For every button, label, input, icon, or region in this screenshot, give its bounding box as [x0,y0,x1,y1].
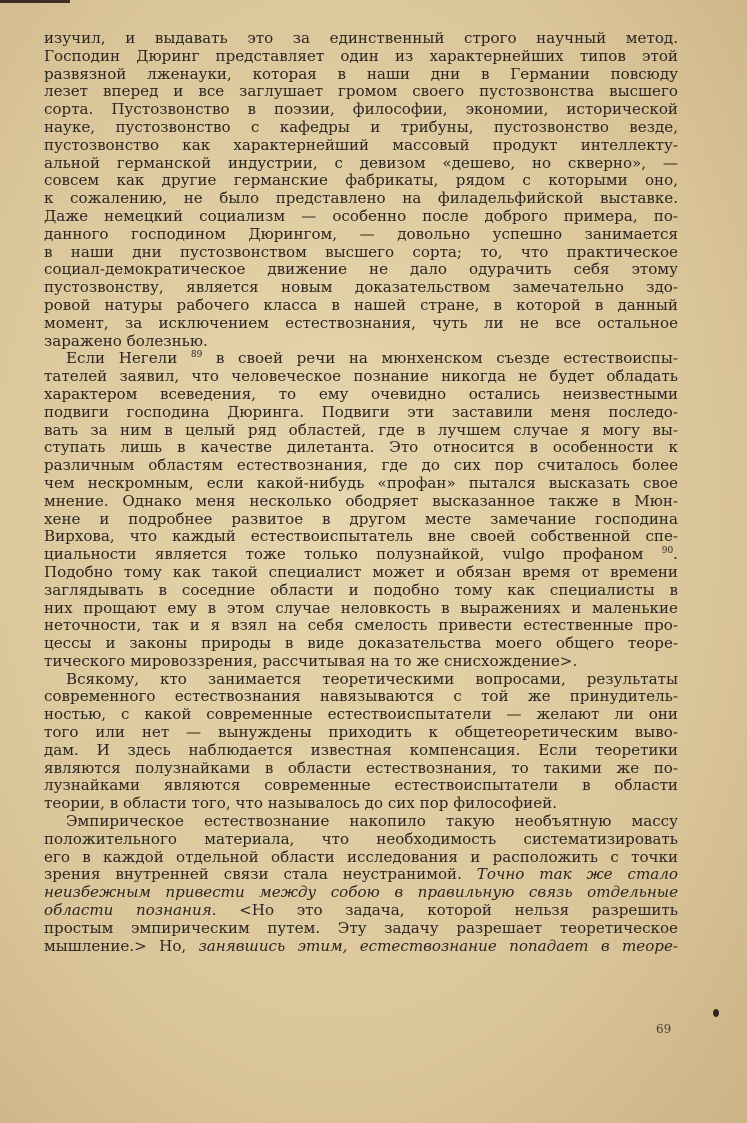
text-line: подвиги господина Дюринга. Подвиги эти заставили меня последо- [44,403,678,421]
text-line: его в каждой отдельной области исследования и расположить с точки [44,848,678,866]
text-run: мышление.> Но, [44,937,187,955]
text-line: Всякому, кто занимается теоретическими вопросами, результаты [66,670,678,688]
text-run: <Но это задача, которой нельзя разрешить [239,902,678,920]
text-line: данного господином Дюрингом, — довольно успешно занимается [44,225,678,243]
text-line: чем нескромным, если какой-нибудь «профан» пытался высказать свое [44,474,678,492]
text-line: лузнайками являются современные естествоиспытатели в области [44,777,678,795]
page-number: 69 [656,1022,672,1036]
paragraph-3 [44,671,678,813]
text-run: . [673,546,678,564]
text-line: цессы и законы природы в виде доказательства моего общего теоре- [44,635,678,653]
text-line: современного естествознания навязываются с той же принудитель- [44,688,678,706]
text-line: них прощают ему в этом случае неловкость в выражениях и маленькие [44,599,678,617]
text-line: момент, за исключением естествознания, чуть ли не все остальное [44,314,678,332]
text-line: неизбежным привести между собою в правильную связь отдельные [44,884,678,902]
text-line: хене и подробнее развитое в другом месте замечание господина [44,510,678,528]
top-rule [0,0,70,3]
text-line: науке, пустозвонство с кафедры и трибуны, пустозвонство везде, [44,118,678,136]
text-line: тического мировоззрения, рассчитывая на то же снисхождение>. [44,652,578,670]
text-line [44,938,678,956]
text-line: ступать лишь в качестве дилетанта. Это относится в особенности к [44,439,678,457]
text-line [44,546,678,564]
text-line: простым эмпирическим путем. Эту задачу разрешает теоретическое [44,919,678,937]
note-ref: 90 [661,546,674,557]
note-ref: 89 [190,350,203,361]
text-line: вать за ним в целый ряд областей, где в лучшем случае я могу вы- [44,421,678,439]
text-line: социал-демократическое движение не дало одурачить себя этому [44,261,678,279]
italic-run: Точно так же стало [476,866,678,884]
text-line: заглядывать в соседние области и подобно тому как специалисты в [44,581,678,599]
paragraph-2 [44,350,678,670]
text-line: к сожалению, не было представлено на филадельфийской выставке. [44,190,678,208]
text-line: дам. И здесь наблюдается известная компенсация. Если теоретики [44,741,678,759]
text-line [44,866,678,884]
text-line: Эмпирическое естествознание накопило такую необъятную массу [66,813,678,831]
text-line: тателей заявил, что человеческое познание никогда не будет обладать [44,368,678,386]
text-line: альной германской индустрии, с девизом «дешево, но скверно», — [44,154,678,172]
text-line: лезет вперед и все заглушает громом своего пустозвонства высшего [44,83,678,101]
text-line: являются полузнайками в области естествознания, то такими же по- [44,759,678,777]
text-line: теории, в области того, что называлось до сих пор философией. [44,795,558,813]
text-line: характером всеведения, то ему очевидно остались неизвестными [44,385,678,403]
text-run: Если Негели [66,350,178,368]
text-line: мнение. Однако меня несколько ободряет высказанное также в Мюн- [44,492,678,510]
text-run: зрения внутренней связи стала неустранимой. [44,866,462,884]
text-line: различным областям естествознания, где до сих пор считалось более [44,457,678,475]
text-run: в своей речи на мюнхенском съезде естествоиспы- [202,350,678,368]
text-run: циальности является тоже только полузнайкой, vulgo профаном [44,546,644,564]
text-line: положительного материала, что необходимость систематизировать [44,830,678,848]
text-line: развязной лженауки, которая в наши дни в Германии повсюду [44,65,678,83]
paragraph-1 [44,30,678,350]
text-line: ровой натуры рабочего класса в нашей стране, в которой в данный [44,296,678,314]
text-line [44,350,678,368]
italic-run: области познания. [44,902,217,920]
text-line: в наши дни пустозвонством высшего сорта; то, что практическое [44,243,678,261]
text-line: ностью, с какой современные естествоиспытатели — желают ли они [44,706,678,724]
text-line: Даже немецкий социализм — особенно после доброго примера, по- [44,207,678,225]
text-line [44,902,678,920]
text-line: пустозвонству, является новым доказательством замечательно здо- [44,279,678,297]
text-line: Господин Дюринг представляет один из характернейших типов этой [44,47,678,65]
text-line: неточности, так и я взял на себя смелость привести естественные про- [44,617,678,635]
paragraph-4 [44,813,678,955]
page-text [44,30,678,955]
text-line: совсем как другие германские фабрикаты, рядом с которыми оно, [44,172,678,190]
text-line: пустозвонство как характернейший массовый продукт интеллекту- [44,136,678,154]
text-line: сорта. Пустозвонство в поэзии, философии, экономии, исторической [44,101,678,119]
text-line: заражено болезнью. [44,332,208,350]
text-line: Вирхова, что каждый естествоиспытатель вне своей собственной спе- [44,528,678,546]
ink-mark [713,1009,719,1017]
italic-run: занявшись этим, естествознание попадает в теоре- [198,937,678,955]
text-line: изучил, и выдавать это за единственный строго научный метод. [44,30,678,47]
text-line: того или нет — вынуждены приходить к общетеоретическим выво- [44,724,678,742]
text-line: Подобно тому как такой специалист может и обязан время от времени [44,563,678,581]
